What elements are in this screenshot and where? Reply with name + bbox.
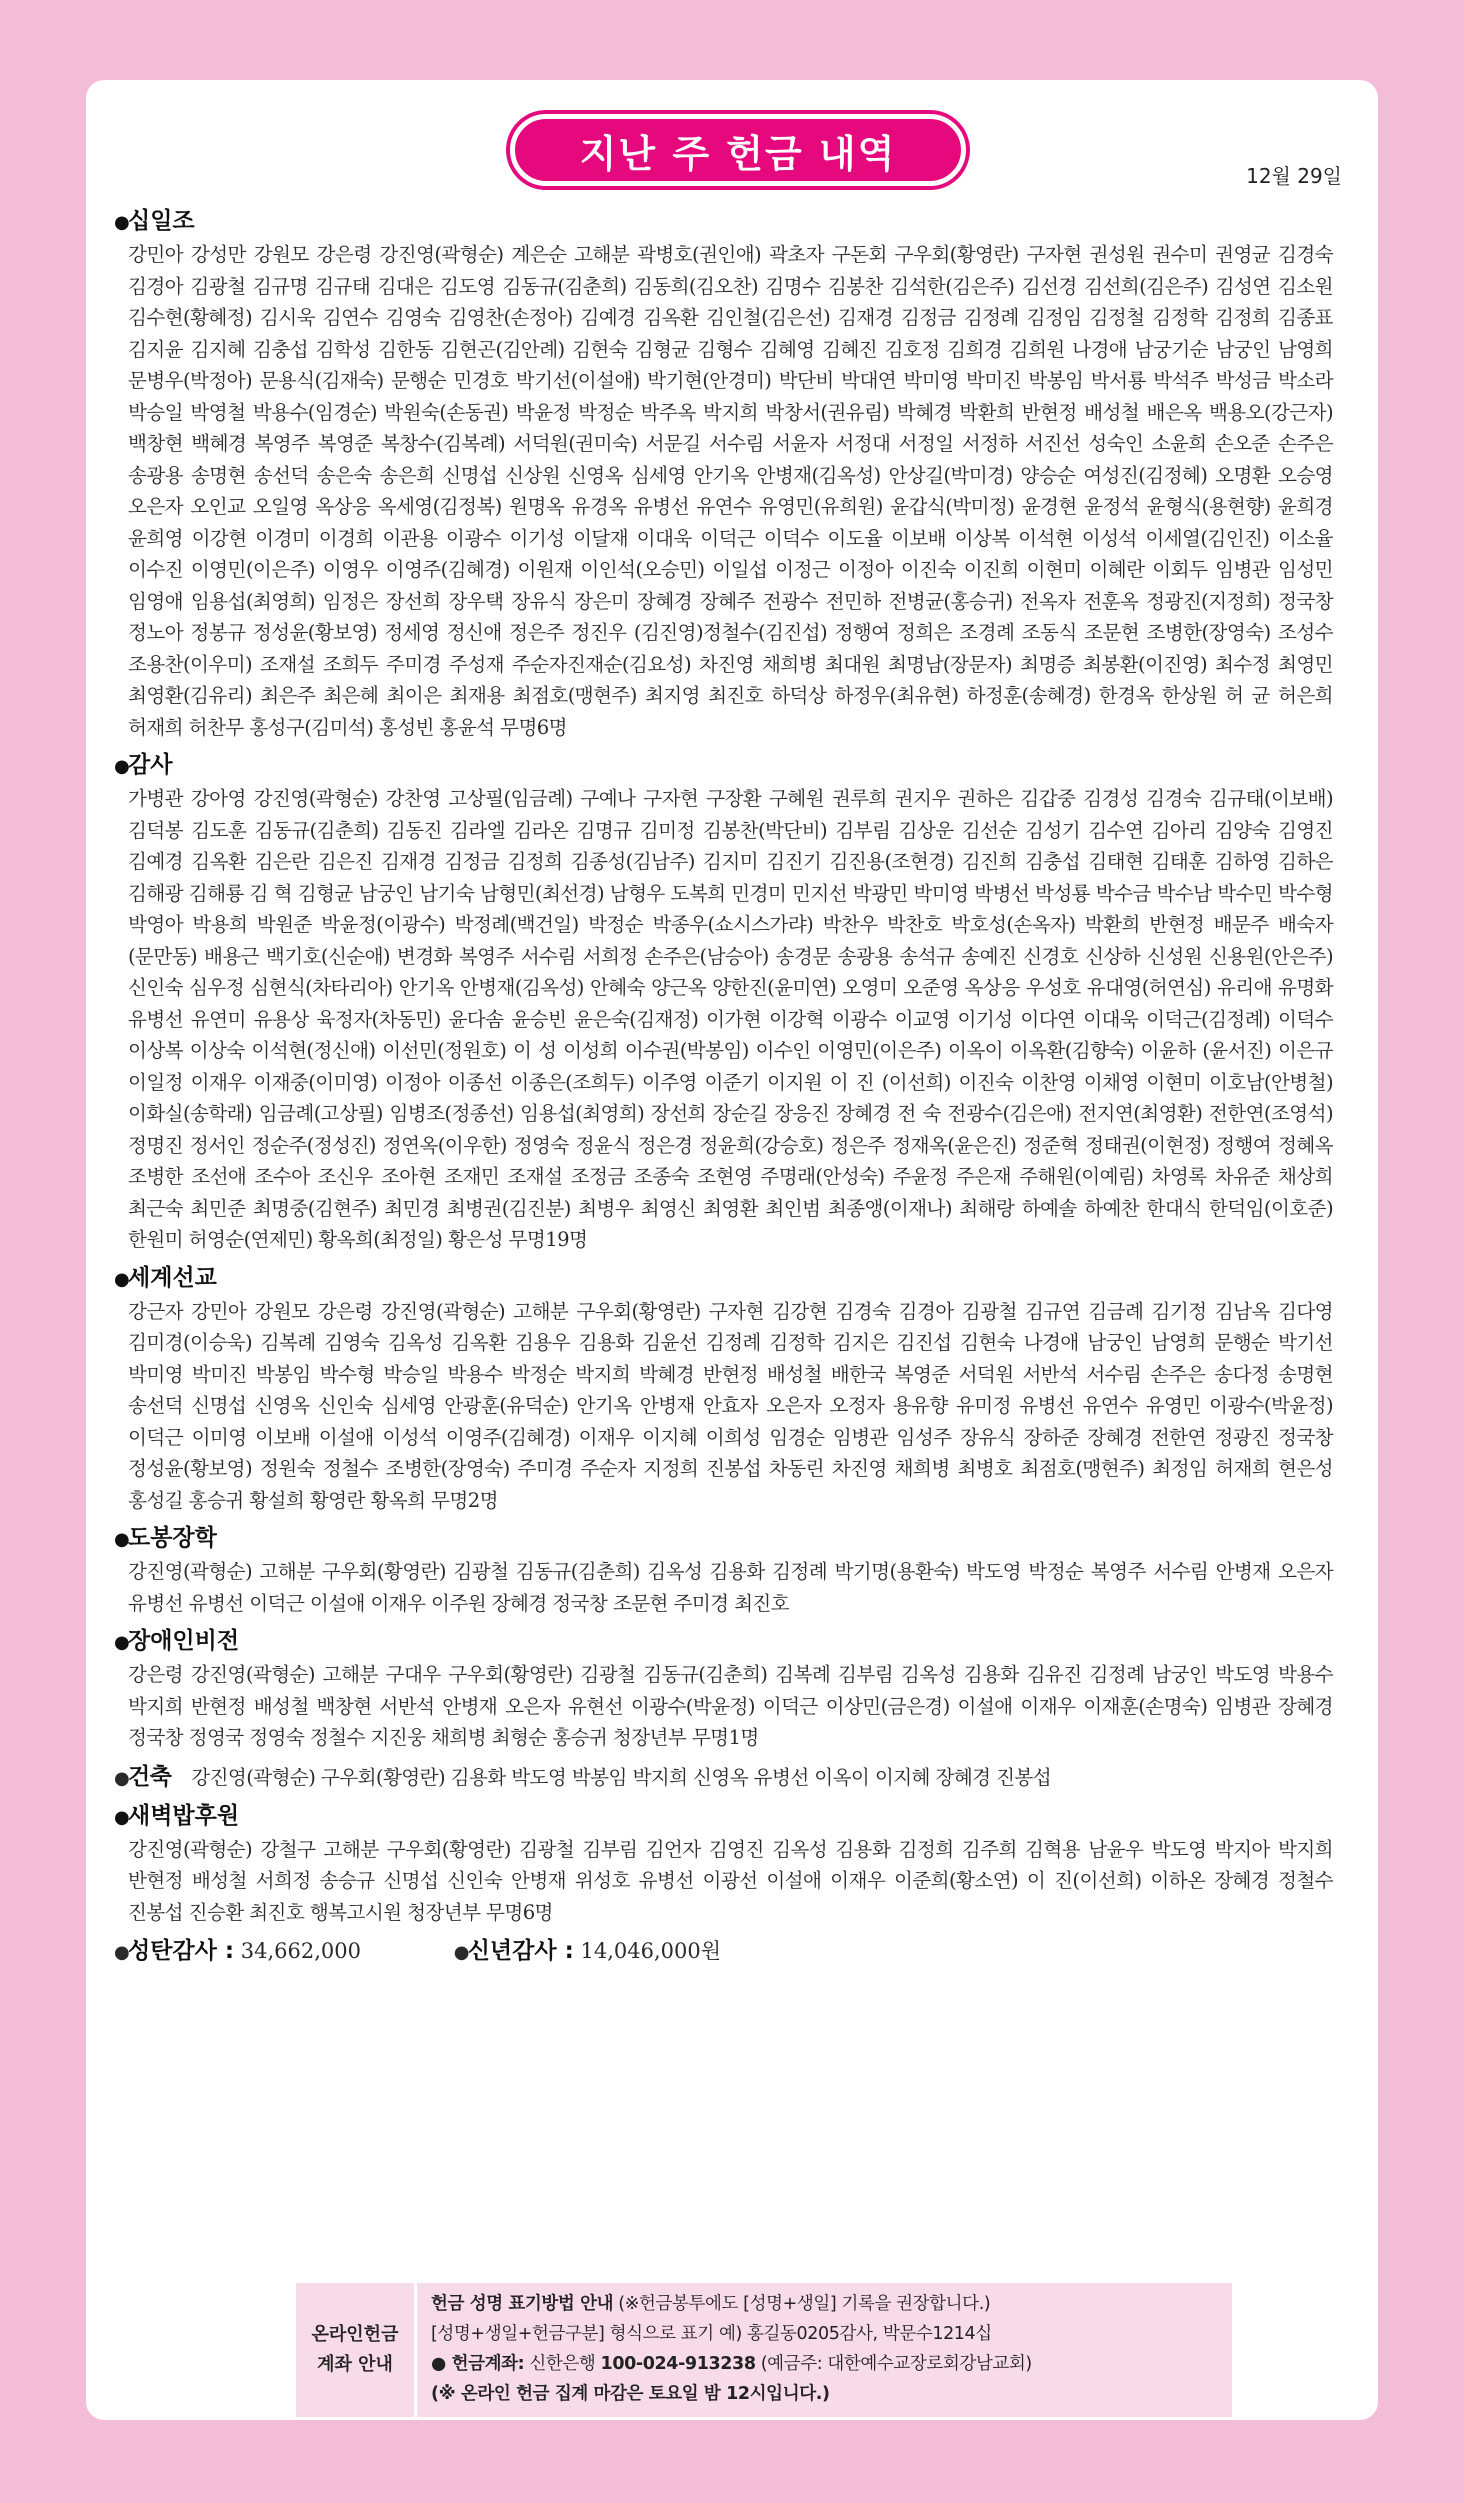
bullet-icon: ● (114, 1529, 130, 1550)
info-label: 온라인헌금 계좌 안내 (296, 2283, 417, 2417)
special-offering-totals (114, 1934, 1333, 1970)
naming-guide: 헌금 성명 표기방법 안내 (※헌금봉투에도 [성명+생일] 기록을 권장합니다.) (431, 2294, 991, 2314)
donor-names: 강진영(곽형순) 구우회(황영란) 김용화 박도영 박봉임 박지희 신영옥 유병선 이옥이 이지혜 장혜경 진봉섭 (191, 1765, 1052, 1789)
offering-list (114, 205, 1333, 1970)
section-dawn-meal-support (114, 1800, 1333, 1929)
total-value: 34,662,000 (240, 1939, 362, 1963)
bullet-icon: ● (453, 1942, 470, 1963)
section-title: 세계선교 (128, 1264, 217, 1291)
info-text (417, 2283, 1232, 2417)
bullet-icon: ● (114, 212, 130, 233)
new-year-thanks-total (454, 1934, 721, 1970)
section-thanks (114, 749, 1333, 1256)
bank-account: ● 헌금계좌: 신한은행 100-024-913238 (예금주: 대한예수교장로회강남교회) (431, 2354, 1032, 2374)
section-title: 감사 (128, 752, 173, 778)
section-world-mission (114, 1262, 1333, 1517)
section-building (114, 1760, 1333, 1796)
section-tithe (114, 205, 1333, 743)
bullet-icon: ● (114, 1942, 130, 1963)
section-title: 장애인비전 (128, 1628, 240, 1654)
total-value: 14,046,000원 (580, 1939, 721, 1963)
bullet-icon: ● (114, 1767, 130, 1789)
donor-names: 가병관 강아영 강진영(곽형순) 강찬영 고상필(임금례) 구예나 구자현 구장환 구혜원 권루희 권지우 권하은 김갑중 김경성 김경숙 김규태(이보배) 김덕봉 김도훈 김동규(김춘희) 김동진 김라엘 김라온 김명규 김미정 김봉찬(박단비) 김부림 김상운 김선순 김성기 김수연 김아리 김양숙 김영진 김예경 김옥환 김은란 김은진 김재경 김정금 김정희 김종성(김남주) 김지미 김진기 김진용(조현경) 김진희 김충섭 김태현 김태훈 김하영 김하은 김해광 김해룡 김 혁 김형균 남궁인 남기숙 남형민(최선경) 남형우 도복희 민경미 민지선 박광민 박미영 박병선 박성룡 박수금 박수남 박수민 박수형 박영아 박용희 박원준 박윤정(이광수) 박정례(백건일) 박정순 박종우(쇼시스가랴) 박찬우 박찬호 박호성(손옥자) 박환희 반현정 배문주 배숙자(문만동) 배용근 백기호(신순애) 변경화 복영주 서수림 서희정 손주은(남승아) 송경문 송광용 송석규 송예진 신경호 신상하 신성원 신용원(안은주) 신인숙 심우정 심현식(차타리아) 안기옥 안병재(김옥성) 안혜숙 양근옥 양한진(윤미연) 오영미 오준영 옥상응 우성호 유대영(허연심) 유리애 유명화 유병선 유연미 유용상 육정자(차동민) 윤다솜 윤승빈 윤은숙(김재정) 이가현 이강혁 이광수 이교영 이기성 이다연 이대욱 이덕근(김정례) 이덕수 이상복 이상숙 이석현(정신애) 이선민(정원호) 이 성 이성희 이수권(박봉임) 이수인 이영민(이은주) 이옥이 이옥환(김향숙) 이윤하 (윤서진) 이은규 이일정 이재우 이재중(이미영) 이정아 이종선 이종은(조희두) 이주영 이준기 이지원 이 진 (이선희) 이진숙 이찬영 이채영 이현미 이호남(안병철) 이화실(송학래) 임금례(고상필) 임병조(정종선) 임용섭(최영희) 장선희 장순길 장응진 장혜경 전 숙 전광수(김은애) 전지연(최영환) 전한연(조영석) 정명진 정서인 정순주(정성진) 정연옥(이우한) 정영숙 정윤식 정은경 정윤희(강승호) 정은주 정재옥(윤은진) 정준혁 정태권(이현정) 정행여 정혜옥 조병한 조선애 조수아 조신우 조아현 조재민 조재설 조정금 조종숙 조현영 주명래(안성숙) 주윤정 주은재 주해원(이예림) 차영록 차유준 채상희 최근숙 최민준 최명중(김현주) 최민경 최병권(김진분) 최병우 최영신 최영환 최인범 최종앵(이재나) 최해랑 하예솔 하예찬 한대식 한덕임(이호준) 한원미 허영순(연제민) 황옥희(최정일) 황은성 무명19명 (128, 787, 1333, 1251)
section-title: 건축 (128, 1763, 172, 1790)
bullet-icon: ● (114, 1268, 130, 1290)
section-title: 새벽밥후원 (128, 1802, 240, 1829)
online-offering-info (296, 2283, 1232, 2417)
donor-names: 강진영(곽형순) 강철구 고해분 구우회(황영란) 김광철 김부림 김언자 김영진 김옥성 김용화 김정희 김주희 김혁용 남윤우 박도영 박지아 박지희 반현정 배성철 서희정 송승규 신명섭 신인숙 안병재 위성호 유병선 이광선 이설애 이재우 이준희(황소연) 이 진(이선희) 이하온 장혜경 정철수 진봉섭 진승환 최진호 행복고시원 청장년부 무명6명 (128, 1837, 1333, 1924)
bullet-icon: ● (114, 1632, 130, 1653)
naming-example: [성명+생일+헌금구분] 형식으로 표기 예) 홍길동0205감사, 박문수1214십 (431, 2324, 992, 2344)
deadline-note: (※ 온라인 헌금 집계 마감은 토요일 밤 12시입니다.) (431, 2384, 830, 2404)
section-dobong-scholarship (114, 1522, 1333, 1619)
total-label: 신년감사 : (467, 1938, 574, 1964)
page-title: 지난 주 헌금 내역 (510, 114, 966, 186)
donor-names: 강민아 강성만 강원모 강은령 강진영(곽형순) 계은순 고해분 곽병호(권인애) 곽초자 구돈회 구우회(황영란) 구자현 권성원 권수미 권영균 김경숙 김경아 김광철 김규명 김규태 김대은 김도영 김동규(김춘희) 김동희(김오찬) 김명수 김봉찬 김석한(김은주) 김선경 김선희(김은주) 김성연 김소원 김수현(황혜정) 김시욱 김연수 김영숙 김영찬(손정아) 김예경 김옥환 김인철(김은선) 김재경 김정금 김정례 김정임 김정철 김정학 김정희 김종표 김지윤 김지혜 김충섭 김학성 김한동 김현곤(김안례) 김현숙 김형균 김형수 김혜영 김혜진 김호정 김희경 김희원 나경애 남궁기순 남궁인 남영희 문병우(박정아) 문용식(김재숙) 문행순 민경호 박기선(이설애) 박기현(안경미) 박단비 박대연 박미영 박미진 박봉임 박서룡 박석주 박성금 박소라 박승일 박영철 박용수(임경순) 박원숙(손동권) 박윤정 박정순 박주옥 박지희 박창서(권유림) 박혜경 박환희 반현정 배성철 배은옥 백용오(강근자) 백창현 백혜경 복영주 복영준 복창수(김복례) 서덕원(권미숙) 서문길 서수림 서윤자 서정대 서정일 서정하 서진선 성숙인 소윤희 손오준 손주은 송광용 송명현 송선덕 송은숙 송은희 신명섭 신상원 신영옥 심세영 안기옥 안병재(김옥성) 안상길(박미경) 양승순 여성진(김정혜) 오명환 오승영 오은자 오인교 오일영 옥상응 옥세영(김정복) 원명옥 유경옥 유병선 유연수 유영민(유희원) 윤갑식(박미정) 윤경현 윤정석 윤형식(용현향) 윤희경 윤희영 이강현 이경미 이경희 이관용 이광수 이기성 이달재 이대욱 이덕근 이덕수 이도율 이보배 이상복 이석현 이성석 이세열(김인진) 이소율 이수진 이영민(이은주) 이영우 이영주(김혜경) 이원재 이인석(오승민) 이일섭 이정근 이정아 이진숙 이진희 이현미 이혜란 이회두 임병관 임성민 임영애 임용섭(최영희) 임정은 장선희 장우택 장유식 장은미 장혜경 장혜주 전광수 전민하 전병균(홍승귀) 전옥자 전훈옥 정광진(지정희) 정국창 정노아 정봉규 정성윤(황보영) 정세영 정신애 정은주 정진우 (김진영)정철수(김진섭) 정행여 정희은 조경례 조동식 조문현 조병한(장영숙) 조성수 조용찬(이우미) 조재설 조희두 주미경 주성재 주순자진재순(김요성) 차진영 채희병 최대원 최명남(장문자) 최명증 최봉환(이진영) 최수정 최영민 최영환(김유리) 최은주 최은혜 최이은 최재용 최점호(맹현주) 최지영 최진호 하덕상 하정우(최유현) 하정훈(송혜경) 한경옥 한상원 허 균 허은희 허재희 허찬무 홍성구(김미석) 홍성빈 홍윤석 무명6명 (128, 243, 1333, 739)
section-title: 도봉장학 (128, 1525, 217, 1551)
bullet-icon: ● (114, 1806, 130, 1828)
donor-names: 강진영(곽형순) 고해분 구우회(황영란) 김광철 김동규(김춘희) 김옥성 김용화 김정례 박기명(용환숙) 박도영 박정순 복영주 서수림 안병재 오은자 유병선 유병선 이덕근 이설애 이재우 이주원 장혜경 정국창 조문현 주미경 최진호 (128, 1560, 1333, 1615)
section-title: 십일조 (128, 208, 195, 234)
total-label: 성탄감사 : (128, 1938, 235, 1964)
bullet-icon: ● (114, 756, 130, 777)
report-date: 12월 29일 (1246, 164, 1342, 188)
section-disability-vision (114, 1625, 1333, 1754)
donor-names: 강은령 강진영(곽형순) 고해분 구대우 구우회(황영란) 김광철 김동규(김춘희) 김복례 김부림 김옥성 김용화 김유진 김정례 남궁인 박도영 박용수 박지희 반현정 배성철 백창현 서반석 안병재 오은자 유현선 이광수(박윤정) 이덕근 이상민(금은경) 이설애 이재우 이재훈(손명숙) 임병관 장혜경 정국창 정영국 정영숙 정철수 지진웅 채희병 최형순 홍승귀 청장년부 무명1명 (128, 1663, 1333, 1749)
donor-names: 강근자 강민아 강원모 강은령 강진영(곽형순) 고해분 구우회(황영란) 구자현 김강현 김경숙 김경아 김광철 김규연 김금례 김기정 김남옥 김다영 김미경(이승욱) 김복례 김영숙 김옥성 김옥환 김용우 김용화 김윤선 김정례 김정학 김지은 김진섭 김현숙 나경애 남궁인 남영희 문행순 박기선 박미영 박미진 박봉임 박수형 박승일 박용수 박정순 박지희 박혜경 반현정 배성철 배한국 복영준 서덕원 서반석 서수림 손주은 송다정 송명현 송선덕 신명섭 신영옥 신인숙 심세영 안광훈(유덕순) 안기옥 안병재 안효자 오은자 오정자 용유향 유미정 유병선 유연수 유영민 이광수(박윤정) 이덕근 이미영 이보배 이설애 이성석 이영주(김혜경) 이재우 이지혜 이희성 임경순 임병관 임성주 장유식 장하준 장혜경 전한연 정광진 정국창 정성윤(황보영) 정원숙 정철수 조병한(장영숙) 주미경 주순자 지정희 진봉섭 차동린 차진영 채희병 최병호 최점호(맹현주) 최정임 허재희 현은성 홍성길 홍승귀 황설희 황영란 황옥희 무명2명 (128, 1299, 1333, 1512)
christmas-thanks-total (114, 1934, 361, 1970)
